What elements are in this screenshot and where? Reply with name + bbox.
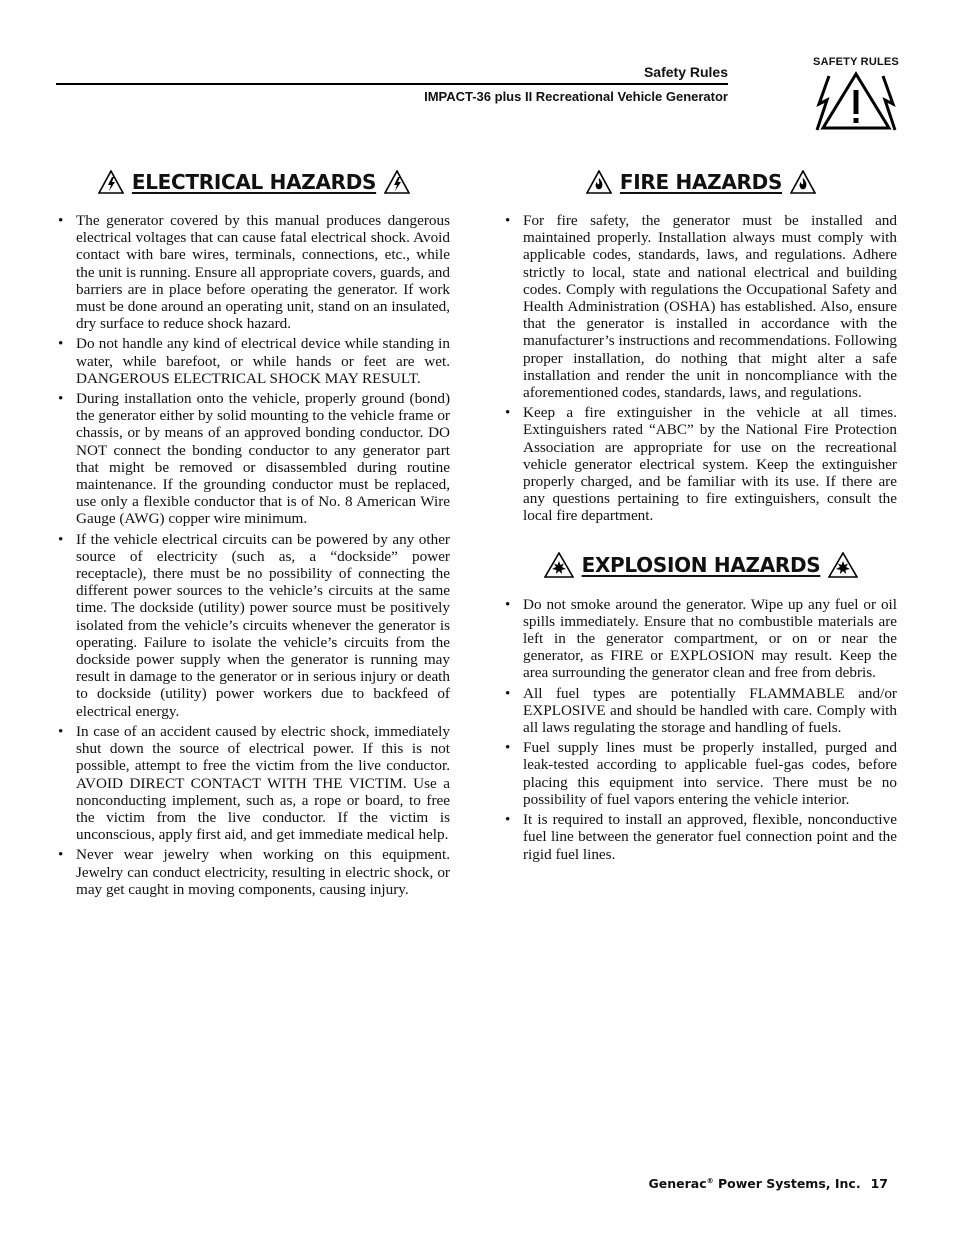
list-item: • Do not smoke around the generator. Wipe up any fuel or oil spills immediately. Ensure that no combustible materials are left in the generator compartment, or on or near the generator, as FIRE or EXPLOSION may result. Keep the area surrounding the generator clean and free from debris. (505, 596, 897, 682)
fire-explosion-column (505, 170, 897, 866)
electrical-hazards-title: ELECTRICAL HAZARDS (131, 170, 377, 194)
badge-label: SAFETY RULES (813, 56, 899, 68)
list-item: • All fuel types are potentially FLAMMABLE and/or EXPLOSIVE and should be handled with care. Comply with all laws regulating the storage and handling of fuels. (505, 685, 897, 737)
explosion-warning-icon (828, 552, 858, 578)
list-item: • During installation onto the vehicle, properly ground (bond) the generator either by solid mounting to the vehicle frame or chassis, or by means of an approved bonding conductor. DO NOT connect the bonding conductor to any generator part that might be removed or disassembled during routine maintenance. If the grounding conductor must be replaced, use only a flexible conductor that is of No. 8 American Wire Gauge (AWG) copper wire minimum. (58, 390, 450, 528)
registered-mark: ® (706, 1176, 714, 1185)
list-item: • It is required to install an approved, flexible, nonconductive fuel line between the generator fuel connection point and the rigid fuel lines. (505, 811, 897, 863)
list-item: • Never wear jewelry when working on this equipment. Jewelry can conduct electricity, resulting in electric shock, or may get caught in moving components, causing injury. (58, 846, 450, 898)
list-item: • Keep a fire extinguisher in the vehicle at all times. Extinguishers rated “ABC” by the National Fire Protection Association are appropriate for use on the recreational vehicle generator electrical system. Keep the extinguisher properly charged, and be familiar with its use. If there are any questions pertaining to fire extinguishers, consult the local fire department. (505, 404, 897, 524)
list-item: • In case of an accident caused by electric shock, immediately shut down the source of electrical power. If this is not possible, attempt to free the victim from the live conductor. AVOID DIRECT CONTACT WITH THE VICTIM. Use a nonconducting implement, such as, a rope or board, to free the victim from the live conductor. If the victim is unconscious, apply first aid, and get immediate medical help. (58, 723, 450, 843)
electrical-warning-icon (384, 170, 410, 194)
fire-warning-icon (586, 170, 612, 194)
header-product-name: IMPACT-36 plus II Recreational Vehicle Generator (424, 89, 728, 104)
electrical-hazards-column (58, 170, 450, 901)
section-spacer (505, 528, 897, 552)
safety-rules-badge (810, 56, 902, 132)
fire-warning-icon (790, 170, 816, 194)
list-item: • The generator covered by this manual produces dangerous electrical voltages that can cause fatal electrical shock. Avoid contact with bare wires, terminals, connections, etc., while the unit is running. Ensure all appropriate covers, guards, and barriers are in place before operating the generator. If work must be done around an operating unit, stand on an insulated, dry surface to reduce shock hazard. (58, 212, 450, 332)
fire-hazards-title: FIRE HAZARDS (619, 170, 783, 194)
explosion-warning-icon (544, 552, 574, 578)
electrical-hazards-list (58, 212, 450, 898)
electrical-hazards-heading (58, 170, 450, 194)
fire-hazards-list (505, 212, 897, 525)
footer-company-rest: Power Systems, Inc. (713, 1176, 861, 1191)
page-footer (649, 1176, 889, 1191)
high-voltage-warning-icon (815, 70, 897, 132)
explosion-hazards-title: EXPLOSION HAZARDS (581, 552, 821, 577)
header-rule (56, 83, 728, 85)
list-item: • If the vehicle electrical circuits can be powered by any other source of electricity (such as, a “dockside” power receptacle), there must be no possibility of connecting the different power sources to the vehicle’s circuits at the same time. The dockside (utility) power source must be positively isolated from the vehicle’s circuits whenever the generator is operating. Failure to isolate the vehicle’s circuits from the dockside power supply when the generator is running may result in damage to the generator or in serious injury or death to dockside (utility) power workers due to backfeed of electrical energy. (58, 531, 450, 720)
explosion-hazards-heading (505, 552, 897, 578)
page-number: 17 (870, 1176, 888, 1191)
footer-company: Generac (648, 1176, 707, 1191)
list-item: • For fire safety, the generator must be installed and maintained properly. Installation always must comply with applicable codes, standards, laws, and regulations. Adhere strictly to local, state and national electrical and building codes. Comply with regulations the Occupational Safety and Health Administration (OSHA) has established. Also, ensure that the generator is installed in accordance with the manufacturer’s instructions and recommendations. Following proper installation, do nothing that might alter a safe installation and render the unit in noncompliance with the aforementioned codes, standards, laws, and regulations. (505, 212, 897, 401)
list-item: • Fuel supply lines must be properly installed, purged and leak-tested according to applicable fuel-gas codes, before placing this equipment into service. There must be no possibility of fuel vapors entering the vehicle interior. (505, 739, 897, 808)
list-item: • Do not handle any kind of electrical device while standing in water, while barefoot, or while hands or feet are wet. DANGEROUS ELECTRICAL SHOCK MAY RESULT. (58, 335, 450, 387)
electrical-warning-icon (98, 170, 124, 194)
explosion-hazards-list (505, 596, 897, 863)
header-section-title: Safety Rules (643, 64, 728, 80)
fire-hazards-heading (505, 170, 897, 194)
